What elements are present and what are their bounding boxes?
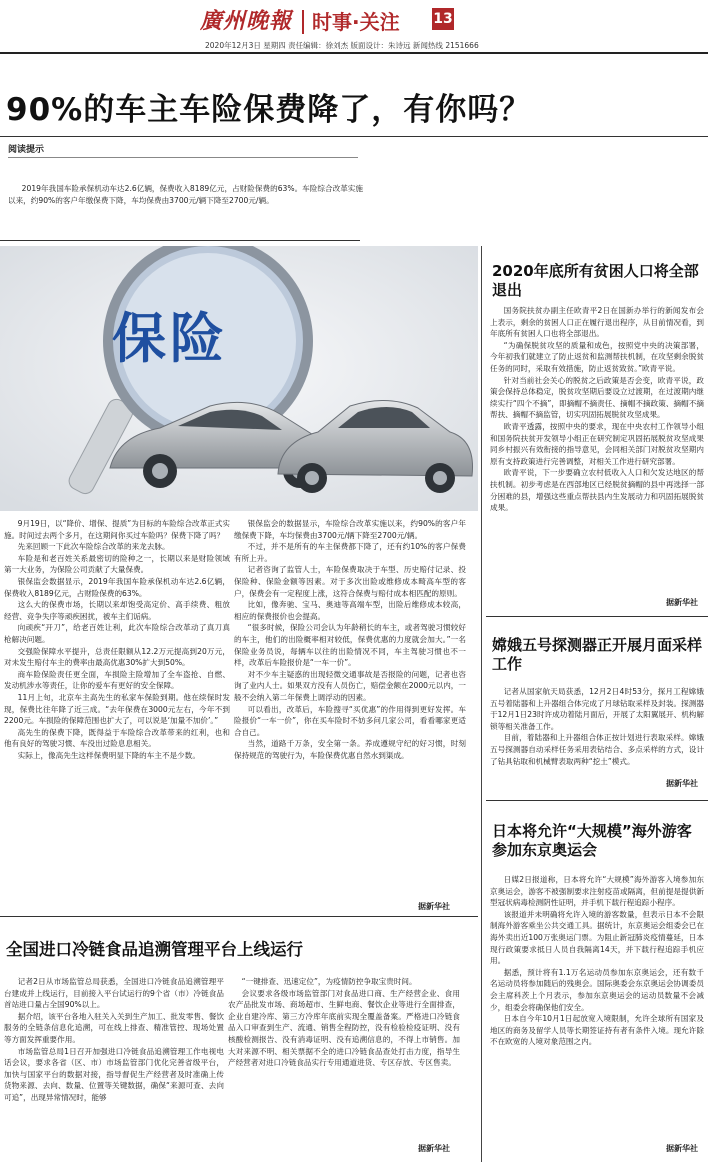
paragraph: 先来回顾一下此次车险综合改革的来龙去脉。 (17, 542, 170, 552)
paragraph: 国务院扶贫办副主任欧青平2日在国新办举行的新闻发布会上表示，剩余的贫困人口正在履行退出程序，从目前情况看，到年底所有贫困人口也将全部退出。 (490, 306, 704, 339)
second-story-headline: 全国进口冷链食品追溯管理平台上线运行 (6, 940, 303, 959)
paragraph: 据介绍，该平台各地入驻关入关到生产加工、批发零售、餐饮服务的全链条信息化追溯，可在线上排查、精准管控、现场处置等方面发挥重要作用。 (4, 1011, 224, 1044)
paragraph: 向顽疾“开刀”，给老百姓让利，此次车险综合改革动了真刀真枪解决问题。 (4, 623, 230, 644)
sidebar-2-headline: 嫦娥五号探测器正开展月面采样工作 (492, 636, 703, 673)
sidebar-1-body (490, 305, 704, 595)
paragraph: 高先生的保费下降，既得益于车险综合改革带来的红利，也和他有良好的驾驶习惯、车没出过险息息相关。 (4, 727, 230, 749)
main-story-column-2 (234, 518, 466, 845)
insurance-sign-text: 保险 (112, 307, 228, 370)
paragraph: “为确保脱贫攻坚的质量和成色，按照党中央的决策部署，今年初我们就建立了防止返贫和监测帮扶机制，在攻坚剩余脱贫任务的同时，采取有效措施，防止返贫致贫。”欧青平说。 (490, 340, 704, 373)
paragraph: 据悉，预计将有1.1万名运动员参加东京奥运会，还有数千名运动员将参加随后的残奥会。国际奥委会东京奥运会协调委员会主席科茨上个月表示，参加东京奥运会的运动员数量不会减少，组委会将确保他们安全。 (490, 967, 704, 1012)
magnifier-cars-illustration (0, 246, 478, 511)
section-title: 时事·关注 (312, 10, 400, 34)
paragraph: 11月上旬，北京车主高先生的私家车保险到期。他在续保时发现，保费比往年降了近三成。“去年保费在3000元左右，今年不到2200元。车损险的保障范围也扩大了，可以说是‘加量不加价’。” (4, 692, 230, 726)
paragraph: 这么大的保费市场，长期以来却饱受高定价、高手续费、粗放经营、竞争失序等顽疾困扰，被车主们诟病。 (4, 600, 230, 621)
main-story-credit: 据新华社 (418, 902, 450, 911)
masthead-rule (0, 52, 708, 54)
paragraph: 针对当前社会关心的脱贫之后政策是否会变，欧青平说，政策会保持总体稳定，脱贫攻坚期后要设立过渡期，在过渡期内继续实行“四个不摘”，即摘帽不摘责任、摘帽不摘政策、摘帽不摘帮扶、摘帽不摘监管，切实巩固拓展脱贫攻坚成果。 (490, 375, 704, 420)
paragraph: 商车险保险责任更全面，车损险主险增加了全车盗抢、自燃、发动机涉水等责任，让你的爱车有更好的安全保障。 (4, 669, 230, 691)
paragraph: 记者2日从市场监管总局获悉，全国进口冷链食品追溯管理平台建成并上线运行，目前接入平台试运行的9个省（市）冷链食品首站进口量占全国90%以上。 (4, 977, 224, 1010)
sidebar-rule-2 (486, 800, 708, 801)
paragraph: 会议要求各级市场监管部门对食品进口商、生产经营企业、食用农产品批发市场、商场超市、生鲜电商、餐饮企业等进行全面排查，企业自建冷库、第三方冷库年底前实现全覆盖备案。严格进口冷链食品入口审查到生产、流通、销售全程防控，没有检验检疫证明、没有核酸检测报告、没有消毒证明、没有追溯信息的，不得上市销售。加大对来源不明、相关票据不全的进口冷链食品查处打击力度，指导生产经营者对进口冷链食品实行专用通道进货、专区存放、专区售卖。 (228, 988, 460, 1068)
paragraph: 可以看出，改革后，车险搜寻“买优惠”的作用得到更好发挥。车险报价“一车一价”，你在买车险时不妨多问几家公司，看看哪家更适合自己。 (234, 704, 466, 737)
paragraph: 欧青平透露，按照中央的要求，现在中央农村工作领导小组和国务院扶贫开发领导小组正在研究制定巩固拓展脱贫攻坚成果同乡村振兴有效衔接的指导意见，会同相关部门对脱贫攻坚期内原有支持政策进行完善调整，对相关工作进行研究部署。 (490, 421, 704, 466)
sidebar-3-headline: 日本将允许“大规模”海外游客参加东京奥运会 (492, 822, 692, 859)
hint-bottom-rule (0, 240, 360, 241)
paragraph: 市场监管总局1日召开加强进口冷链食品追溯管理工作电视电话会议，要求各省（区、市）市场监管部门优化完善省级平台，加快与国家平台的数据对接，指导督促生产经营者及时准确上传货物来源、去向、数量、位置等关键数据，确保“来源可查、去向可追”，出现异常情况时，能够 (4, 1046, 224, 1102)
paragraph: 交强险保障水平提升，总责任限额从12.2万元提高到20万元，对未发生赔付车主的费率由最高优惠30%扩大到50%。 (4, 646, 230, 668)
paragraph: 对不少车主疑惑的出现轻微交通事故是否报险的问题，记者也咨询了业内人士。如果双方没有人员伤亡，赔偿金额在2000元以内，一般不会纳入第二年保费上调浮动的因素。 (234, 669, 466, 702)
reading-hint-label: 阅读提示 (8, 145, 45, 155)
insurance-photo (0, 246, 478, 511)
paragraph: 不过，并不是所有的车主保费都下降了，还有约10%的客户保费有所上升。 (234, 542, 466, 563)
paragraph: “很多时候，保险公司会认为年龄稍长的车主，或者驾驶习惯较好的车主，他们的出险概率相对较低，保费优惠的力度就会加大。”一名保险业务员说，每辆车以往的出险情况不同，车主驾驶习惯也不一样，改革后车险报价是“一车一价”。 (234, 623, 466, 668)
sidebar-1-credit: 据新华社 (666, 598, 698, 607)
paragraph: 银保监会数据显示，2019年我国车险承保机动车达2.6亿辆，保费收入8189亿元，占财险保费的63%。 (4, 576, 230, 598)
paragraph: 日本自今年10月1日起放宽入境限制，允许全球所有国家及地区的商务及留学人员等长期签证持有者有条件入境。现允许除不在欧宽的人境对象范围之内。 (490, 1014, 704, 1047)
paragraph: 该报道并未明确将允许入境的游客数量，但表示日本不会限制海外游客乘坐公共交通工具。据统计，东京奥运会组委会已在海外卖出近100万张奥运门票。为阻止新冠肺炎疫情蔓延，日本现行政策要求抵日人员自我隔离14天，并下载行程追踪手机应用。 (490, 909, 704, 966)
column-divider (481, 246, 482, 1162)
sidebar-2-credit: 据新华社 (666, 779, 698, 788)
paragraph: 记者咨询了监管人士，车险保费取决于车型、历史赔付记录、投保险种、保险金额等因素。对于多次出险或维修成本畸高车型的客户，保费会有一定程度上涨，这符合保费与赔付成本相匹配的原则。 (234, 565, 466, 598)
paragraph: 当然，道路千万条，安全第一条。养成遵规守纪的好习惯，时刻保持规范的驾驶行为，车险保费优惠自然水到渠成。 (234, 739, 466, 760)
paragraph: 比如，像奔驰、宝马、奥迪等高端车型，出险后维修成本较高，相应的保费报价也会提高。 (234, 600, 466, 621)
main-headline: 90%的车主车险保费降了，有你吗？ (6, 92, 532, 128)
reading-hint-text: 2019年我国车险承保机动车达2.6亿辆，保费收入8189亿元，占财险保费的63%。车险综合改革实施以来，约90%的客户年缴保费下降，车均保费由3700元/辆下降至2700元/辆。 (8, 184, 363, 205)
paragraph: 目前，着陆器和上升器组合体正按计划进行表取采样。嫦娥五号探测器自动采样任务采用表钻结合、多点采样的方式，设计了钻具钻取和机械臂表取两种“挖土”模式。 (490, 733, 704, 766)
paragraph: 车险是和老百姓关系最密切的险种之一，长期以来是财险领域第一大业务，为保险公司贡献了大量保费。 (4, 553, 230, 575)
hint-rule (8, 157, 358, 158)
sidebar-3-body (490, 874, 704, 1140)
paragraph: 欧青平说，下一步要确立农村低收入人口和欠发达地区的帮扶机制。初步考虑是在西部地区已经脱贫摘帽的县中再选择一部分困难的县，增强这些重点帮扶县内生发展动力和巩固拓展脱贫成果。 (490, 468, 704, 513)
sidebar-rule-1 (486, 616, 708, 617)
masthead-divider (302, 10, 304, 34)
paragraph: 9月19日，以“降价、增保、提质”为目标的车险综合改革正式实施。时间过去两个多月，在这期间你买过车险吗？保费下降了吗？ (4, 519, 230, 540)
sidebar-2-body (490, 686, 704, 778)
paragraph: 记者从国家航天局获悉，12月2日4时53分，探月工程嫦娥五号着陆器和上升器组合体完成了月球钻取采样及封装。探测器于12月1日23时许成功着陆月面后，开展了太阳翼展开、机构解锁等相关准备工作。 (490, 687, 704, 731)
story-divider (0, 916, 478, 917)
page-number-badge: 13 (432, 8, 454, 30)
dateline: 2020年12月3日 星期四 责任编辑：徐刘杰 版面设计：朱诗远 新闻热线 2151666 (205, 41, 479, 50)
second-story-column-2 (228, 976, 460, 1146)
paragraph: 实际上，像高先生这样保费明显下降的车主不是少数。 (17, 750, 200, 760)
paragraph: 银保监会的数据显示，车险综合改革实施以来，约90%的客户年缴保费下降，车均保费由3700元/辆下降至2700元/辆。 (234, 519, 466, 540)
paragraph: “一键排查、迅速定位”，为疫情防控争取宝贵时间。 (241, 977, 417, 986)
sidebar-3-credit: 据新华社 (666, 1144, 698, 1153)
sidebar-1-headline: 2020年底所有贫困人口将全部退出 (492, 262, 699, 299)
headline-rule (0, 136, 708, 137)
second-story-credit: 据新华社 (418, 1144, 450, 1153)
paragraph: 日媒2日报道称，日本将允许“大规模”海外游客入境参加东京奥运会，游客不被强制要求注射疫苗或隔离，但前提是提供新型冠状病毒检测阴性证明，并手机下载行程追踪小程序。 (490, 875, 704, 908)
main-story-column-1 (4, 518, 230, 898)
newspaper-logo: 廣州晚報 (200, 8, 293, 34)
second-story-column-1 (4, 976, 224, 1146)
